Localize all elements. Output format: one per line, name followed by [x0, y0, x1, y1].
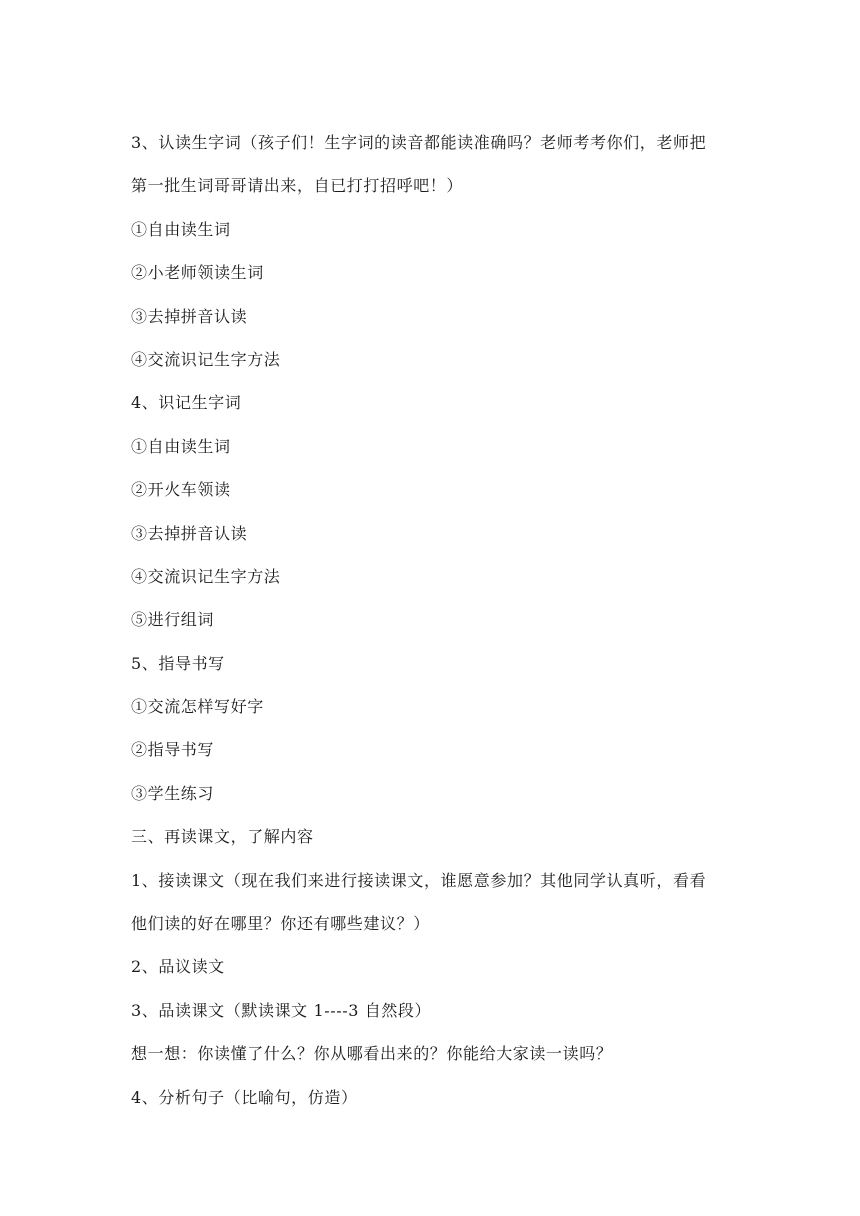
text-line: 1、接读课文（现在我们来进行接读课文，谁愿意参加？其他同学认真听，看看: [131, 870, 707, 890]
text-line: ③学生练习: [131, 783, 215, 803]
text-line: ①自由读生词: [131, 219, 231, 239]
document-body: [131, 121, 741, 1119]
text-line: ④交流识记生字方法: [131, 566, 281, 586]
text-line: ③去掉拼音认读: [131, 523, 248, 543]
text-line: ②小老师领读生词: [131, 263, 264, 283]
text-line: ⑤进行组词: [131, 610, 215, 630]
text-line: ②指导书写: [131, 740, 215, 760]
text-line: 2、品议读文: [131, 957, 225, 977]
text-line: 4、分析句子（比喻句，仿造）: [131, 1087, 358, 1107]
text-line: 3、认读生字词（孩子们！生字词的读音都能读准确吗？老师考考你们，老师把: [131, 133, 707, 152]
text-line: 第一批生词哥哥请出来，自已打打招呼吧！）: [131, 176, 464, 196]
text-line: ①交流怎样写好字: [131, 697, 264, 717]
text-line: ①自由读生词: [131, 436, 231, 456]
text-line: ④交流识记生字方法: [131, 349, 281, 369]
text-line: 他们读的好在哪里？你还有哪些建议？）: [131, 914, 430, 934]
text-line: ③去掉拼音认读: [131, 306, 248, 326]
section-heading: 三、再读课文，了解内容: [131, 827, 314, 847]
text-line: ②开火车领读: [131, 480, 231, 500]
section-heading: 5、指导书写: [131, 653, 225, 673]
text-line: 想一想：你读懂了什么？你从哪看出来的？你能给大家读一读吗？: [131, 1044, 613, 1064]
text-line: 3、品读课文（默读课文 1----3 自然段）: [131, 1000, 432, 1020]
section-heading: 4、识记生字词: [131, 393, 242, 413]
